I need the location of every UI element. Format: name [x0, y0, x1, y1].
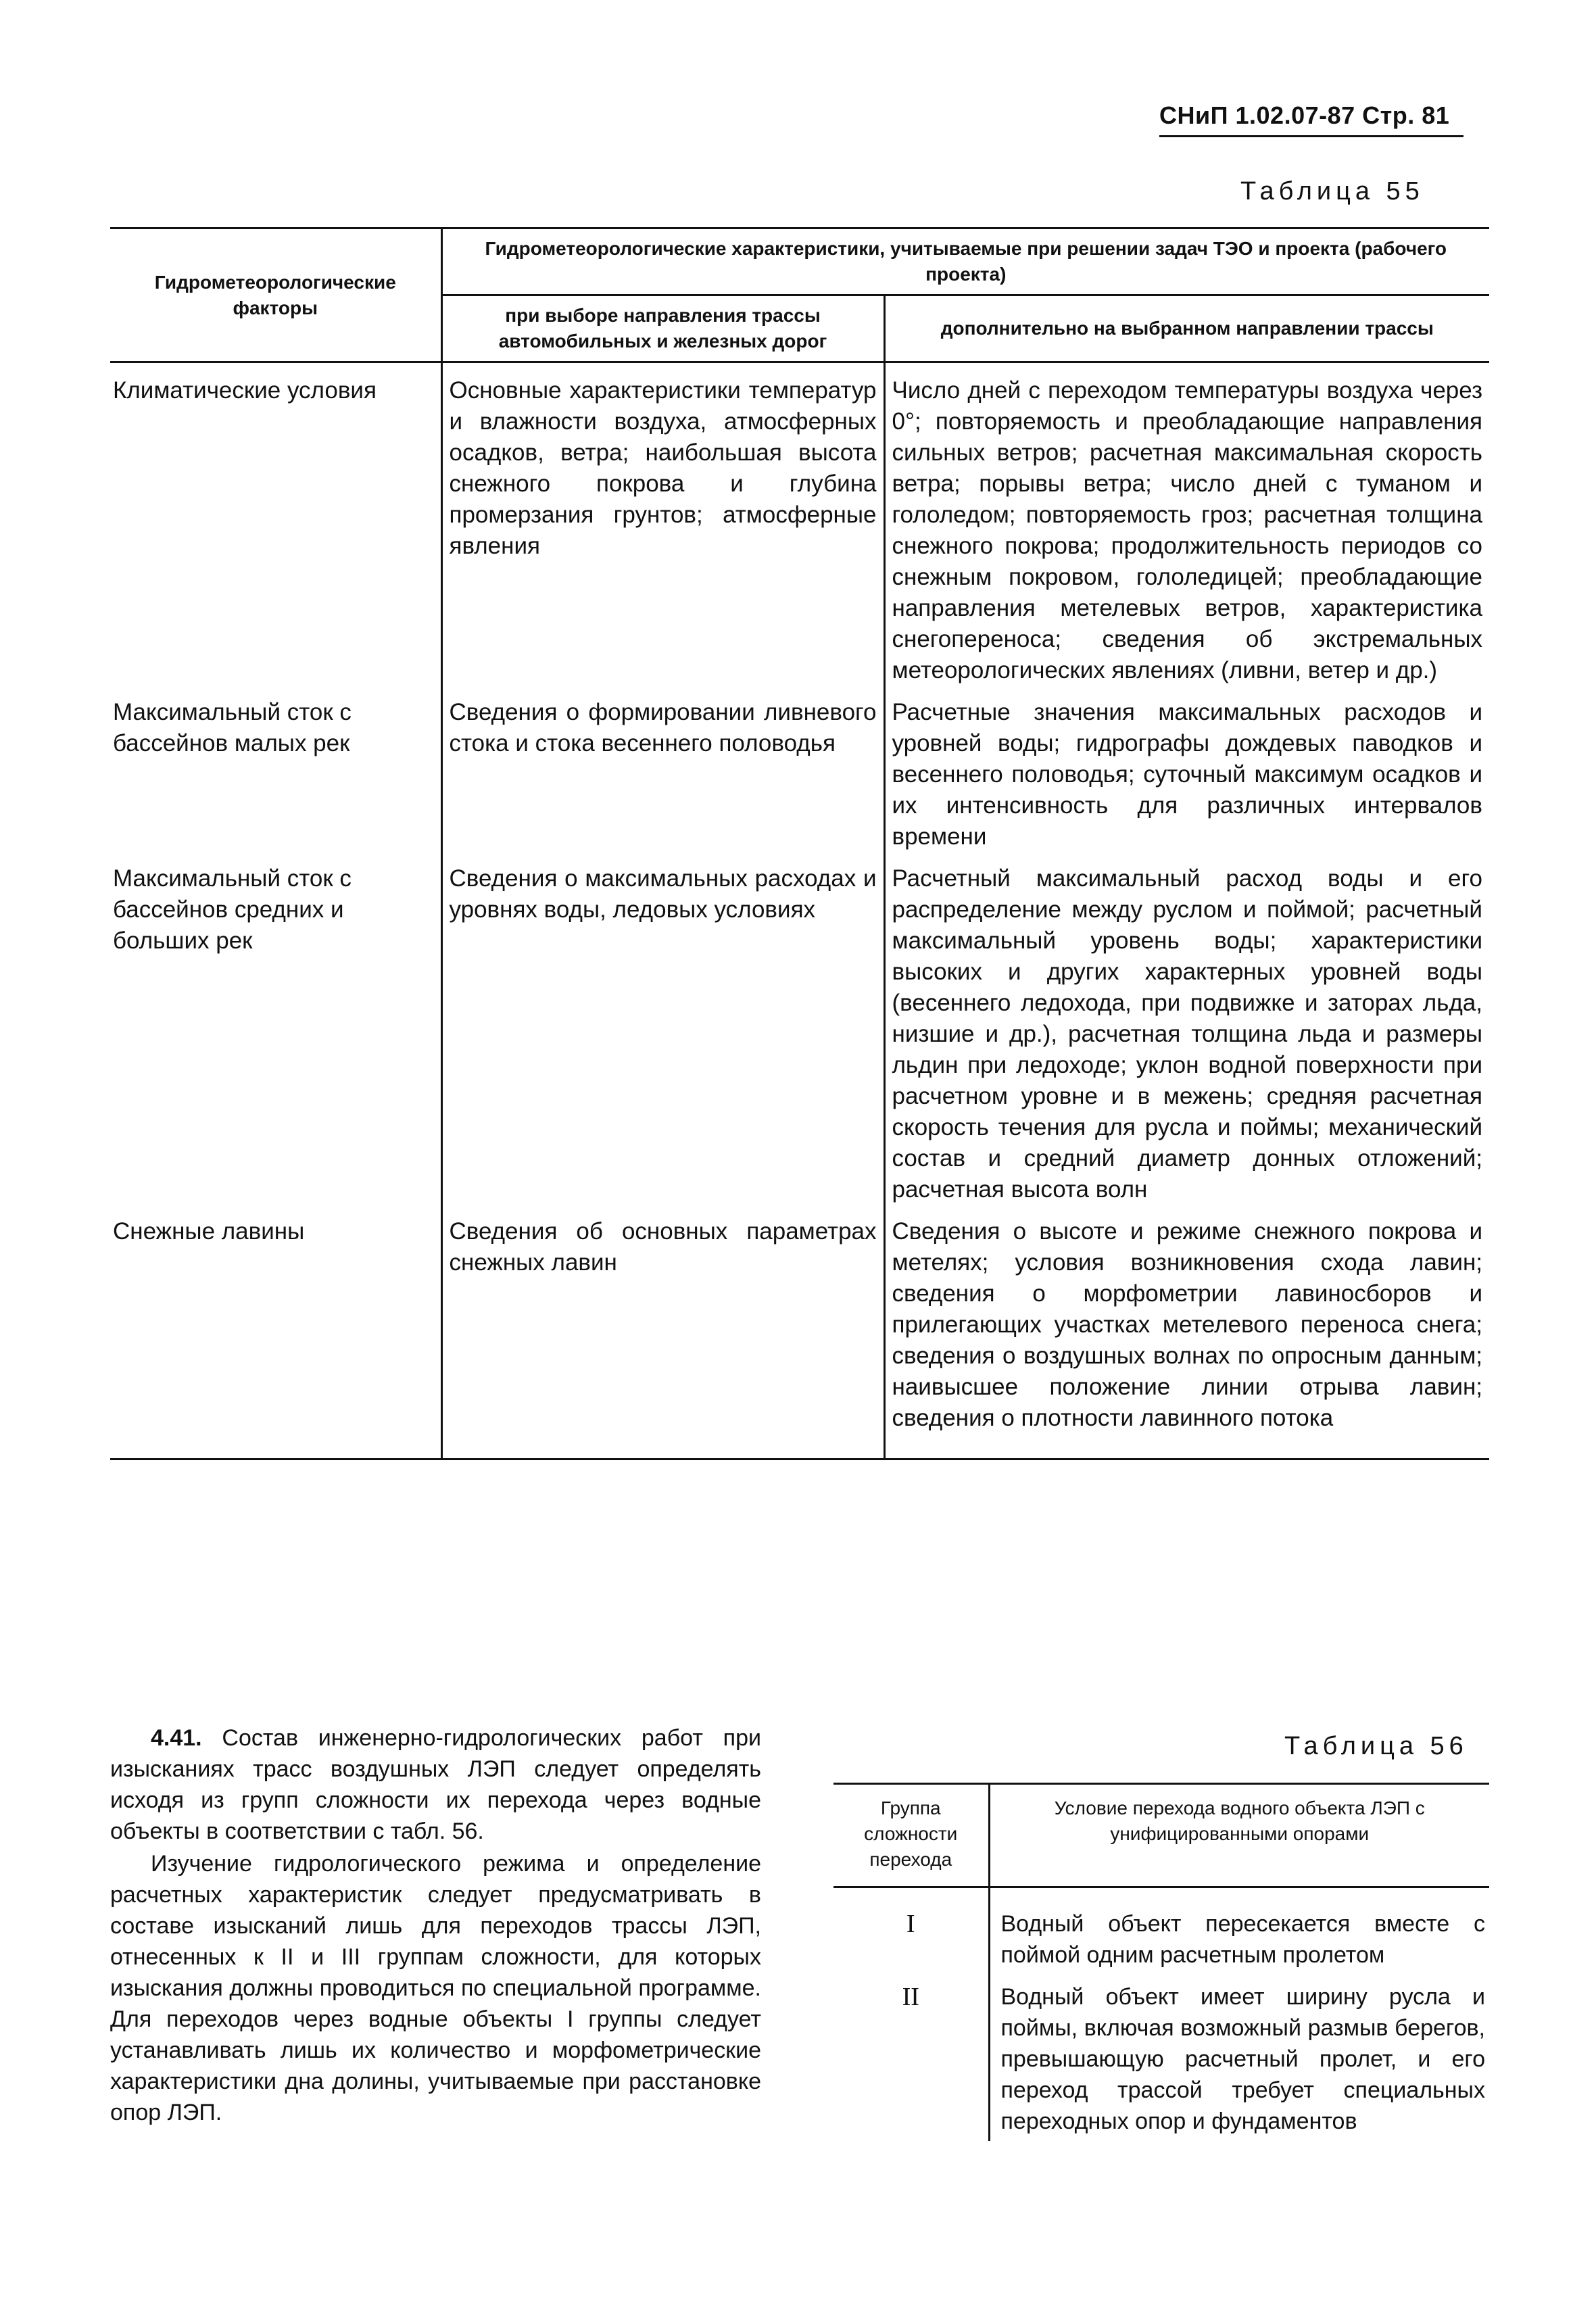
group-cell: II [902, 1983, 919, 2011]
table-56 [833, 1783, 1489, 2141]
additional-cell: Сведения о высоте и режиме снежного покрова и метелях; условия возникновения схода лавин; сведения о морфометрии лавиносборов и прилегающих участках метелевого переноса снега; сведения о воздушных волнах по опросным данным; наивысшее положение линии отрыва лавин; сведения о плотности лавинного потока [884, 1212, 1489, 1459]
page-header: СНиП 1.02.07-87 Стр. 81 [1159, 101, 1464, 137]
condition-cell: Водный объект пересекается вместе с поймой одним расчетным пролетом [989, 1887, 1489, 1975]
header-characteristics: Гидрометеорологические характеристики, учитываемые при решении задач ТЭО и проекта (рабочего проекта) [441, 228, 1489, 295]
route-cell: Основные характеристики температур и влажности воздуха, атмосферных осадков, ветра; наибольшая высота снежного покрова и глубина промерзания грунтов; атмосферные явления [441, 362, 884, 694]
table-55 [110, 227, 1489, 1460]
group-cell: I [906, 1910, 915, 1938]
table-row [110, 362, 1489, 694]
header-factors: Гидрометеорологические факторы [110, 228, 441, 362]
route-cell: Сведения о формировании ливневого стока и стока весеннего половодья [441, 693, 884, 859]
table-row [833, 1887, 1489, 1975]
table-55-caption: Таблица 55 [1240, 177, 1424, 206]
paragraph-text: Состав инженерно-гидрологических работ при изысканиях трасс воздушных ЛЭП следует определять исходя из групп сложности их перехода через водные объекты в соответствии с табл. 56. [110, 1725, 761, 1844]
additional-cell: Число дней с переходом температуры воздуха через 0°; повторяемость и преобладающие направления сильных ветров; расчетная максимальная скорость ветра; порывы ветра; число дней с туманом и гололедом; повторяемость гроз; расчетная толщина снежного покрова; продолжительность периодов со снежным покровом, гололедицей; преобладающие направления метелевых ветров, характеристика снегопереноса; сведения об экстремальных метеорологических явлениях (ливни, ветер и др.) [884, 362, 1489, 694]
section-4-41-text [110, 1722, 761, 2129]
route-cell: Сведения о максимальных расходах и уровнях воды, ледовых условиях [441, 859, 884, 1212]
factor-cell: Климатические условия [113, 377, 377, 404]
additional-cell: Расчетный максимальный расход воды и его распределение между руслом и поймой; расчетный максимальный уровень воды; характеристики высоких и других характерных уровней воды (весеннего ледохода, при подвижке и заторах льда, низшие и др.), расчетная толщина льда и размеры льдин при ледоходе; уклон водной поверхности при расчетном уровне и в межень; средняя расчетная скорость течения для русла и поймы; механический состав и средний диаметр донных отложений; расчетная высота волн [884, 859, 1489, 1212]
table-row [110, 693, 1489, 859]
header-route-selection: при выборе направления трассы автомобильных и железных дорог [441, 295, 884, 362]
table-row [110, 859, 1489, 1212]
table-56-caption: Таблица 56 [1284, 1732, 1468, 1760]
table-row [833, 1975, 1489, 2141]
header-crossing-condition: Условие перехода водного объекта ЛЭП с унифицированными опорами [989, 1784, 1489, 1887]
route-cell: Сведения об основных параметрах снежных лавин [441, 1212, 884, 1459]
header-additional: дополнительно на выбранном направлении трассы [884, 295, 1489, 362]
factor-cell: Максимальный сток с бассейнов малых рек [113, 699, 352, 756]
factor-cell: Максимальный сток с бассейнов средних и больших рек [113, 865, 352, 954]
condition-cell: Водный объект имеет ширину русла и поймы, включая возможный размыв берегов, превышающую расчетный пролет, и его переход трассой требует специальных переходных опор и фундаментов [989, 1975, 1489, 2141]
section-number: 4.41. [151, 1725, 202, 1751]
header-complexity-group: Группа сложности перехода [833, 1784, 989, 1887]
factor-cell: Снежные лавины [113, 1218, 305, 1245]
table-row [110, 1212, 1489, 1459]
additional-cell: Расчетные значения максимальных расходов и уровней воды; гидрографы дождевых паводков и весеннего половодья; суточный максимум осадков и их интенсивность для различных интервалов времени [884, 693, 1489, 859]
paragraph-4-41 [110, 1722, 761, 1847]
paragraph-hydrology: Изучение гидрологического режима и определение расчетных характеристик следует предусматривать в составе изысканий лишь для переходов трассы ЛЭП, отнесенных к II и III группам сложности, для которых изыскания должны проводиться по специальной программе. Для переходов через водные объекты I группы следует устанавливать лишь их количество и морфометрические характеристики дна долины, учитываемые при расстановке опор ЛЭП. [110, 1851, 761, 2125]
